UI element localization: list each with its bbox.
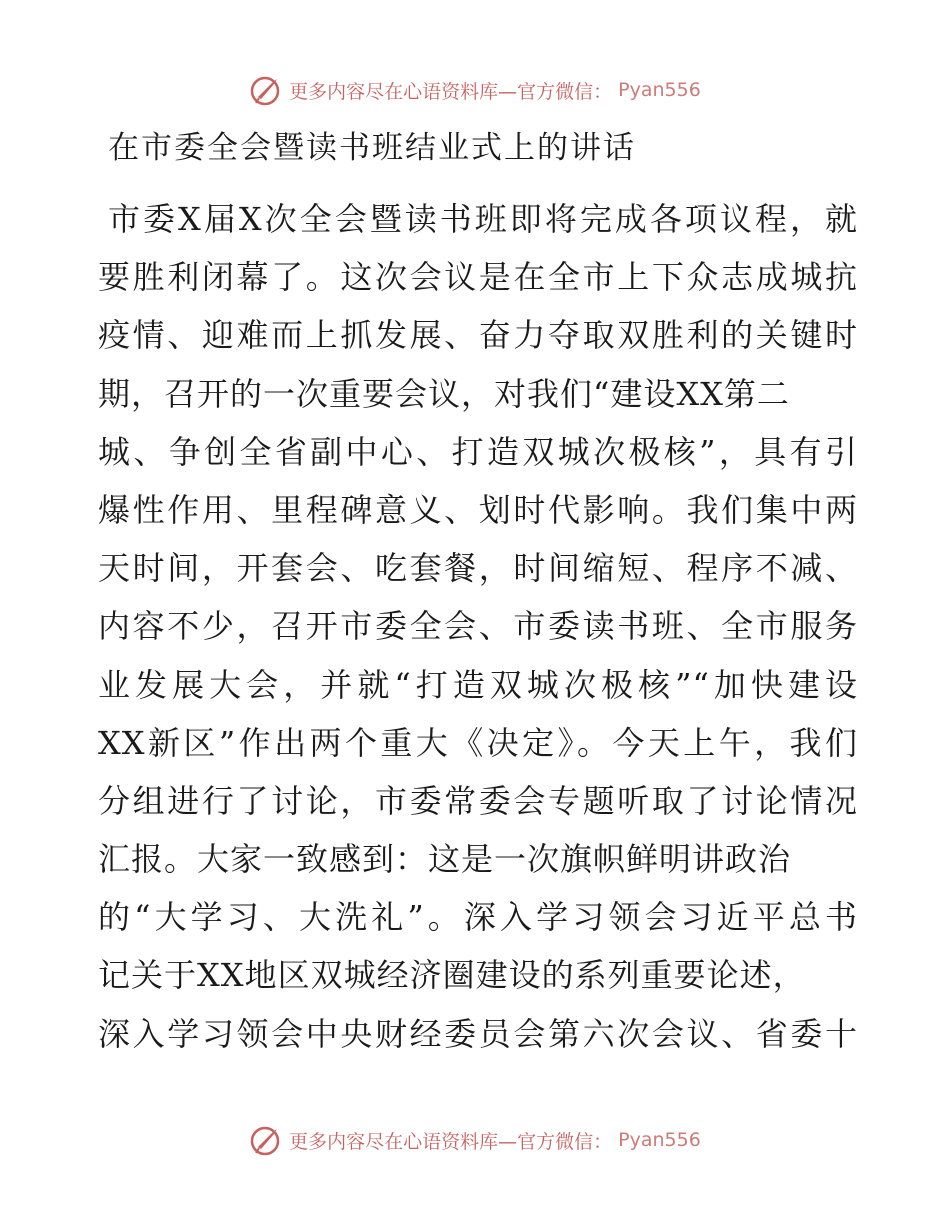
body-line: 的“大学习、大洗礼”。深入学习领会习近平总书 bbox=[98, 898, 858, 937]
watermark-text: 更多内容尽在心语资料库—官方微信： bbox=[289, 1130, 613, 1153]
body-line: 记关于XX地区双城经济圈建设的系列重要论述， bbox=[98, 956, 806, 995]
body-line: 市委X届X次全会暨读书班即将完成各项议程，就 bbox=[108, 200, 858, 238]
body-line: 汇报。大家一致感到：这是一次旗帜鲜明讲政治 bbox=[98, 840, 792, 879]
watermark-wechat-id: Pyan556 bbox=[618, 1129, 701, 1151]
footer-watermark bbox=[0, 1120, 950, 1160]
body-line: 爆性作用、里程碑意义、划时代影响。我们集中两 bbox=[98, 490, 858, 529]
body-line: 期，召开的一次重要会议，对我们“建设XX第二 bbox=[98, 374, 790, 413]
document-body bbox=[98, 190, 858, 1063]
body-line: 天时间，开套会、吃套餐，时间缩短、程序不减、 bbox=[98, 549, 858, 588]
body-line: 深入学习领会中央财经委员会第六次会议、省委十 bbox=[98, 1014, 858, 1053]
body-line: 内容不少，召开市委全会、市委读书班、全市服务 bbox=[98, 607, 858, 646]
document-title: 在市委全会暨读书班结业式上的讲话 bbox=[108, 130, 636, 166]
quill-logo-icon bbox=[249, 73, 283, 107]
watermark-text: 更多内容尽在心语资料库—官方微信： bbox=[289, 80, 613, 103]
body-line: 业发展大会，并就“打造双城次极核”“加快建设 bbox=[98, 665, 858, 704]
body-line: XX新区”作出两个重大《决定》。今天上午，我们 bbox=[98, 723, 858, 762]
header-watermark bbox=[0, 70, 950, 110]
body-line: 要胜利闭幕了。这次会议是在全市上下众志成城抗 bbox=[98, 258, 858, 297]
quill-logo-icon bbox=[249, 1123, 283, 1157]
body-line: 分组进行了讨论，市委常委会专题听取了讨论情况 bbox=[98, 781, 858, 820]
body-line: 城、争创全省副中心、打造双城次极核”，具有引 bbox=[98, 432, 858, 471]
body-line: 疫情、迎难而上抓发展、奋力夺取双胜利的关键时 bbox=[98, 316, 858, 355]
watermark-wechat-id: Pyan556 bbox=[618, 79, 701, 101]
